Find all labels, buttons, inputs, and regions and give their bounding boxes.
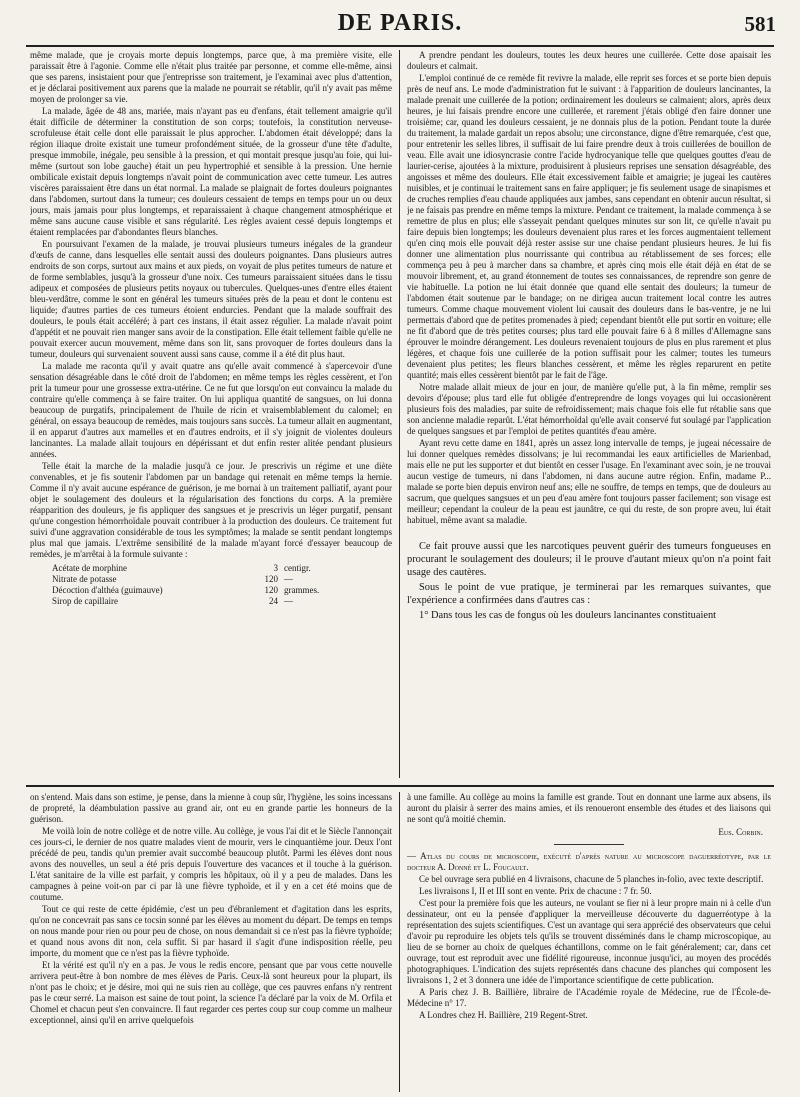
page-header [0, 0, 800, 48]
paragraph: En poursuivant l'examen de la malade, je trouvai plusieurs tumeurs inégales de la grandeur d'œufs de canne, dans lesquelles elle sentait aussi des douleurs poignantes. Dans plusieurs autres endroits de son corps, surtout aux mains et aux pieds, on voyait de plus petites tumeurs de nature et de forme semblables, jusqu'à la grosseur d'une noix. Ces tumeurs paraissaient situées dans le tissu adipeux et composées de plusieurs petits noyaux ou tubercules. Quelques-unes d'entre elles étaient bleu-verdâtre, comme le sont en général les tumeurs situées près de la peau et dont le contenu est liquide; d'autres parties de ces tumeurs étoient endurcies. Pendant que la malade souffrait des douleurs, le pouls était accéléré; à part ces instans, il était assez régulier. La malade n'avait point d'appétit et ne pouvait rien manger sans avoir de la constipation. Elle était tellement faible qu'elle ne pouvait exercer aucun mouvement, même dans son lit, sans provoquer de fortes douleurs dans la tumeur, douleurs qui survenaient souvent aussi sans cause, comme il a été dit plus haut. [30, 239, 392, 359]
column-divider [399, 50, 400, 778]
paragraph: Notre malade allait mieux de jour en jour, de manière qu'elle put, à la fin même, remplir ses devoirs d'épouse; plus tard elle fut obligée d'entreprendre de longs voyages qui lui occasionèrent plusieurs fois des maladies, par suite de refroidissement; mais chaque fois elle fut rétablie sans que son ancienne maladie reparût. L'état hémorrhoïdal qu'elle avait conservé fut soulagé par l'application de quelques sangsues et par l'emploi de petites quantités d'eau amère. [407, 382, 771, 436]
bottom-left-column [30, 792, 392, 1092]
paragraph: La malade, âgée de 48 ans, mariée, mais n'ayant pas eu d'enfans, était tellement amaigrie qu'il était difficile de déterminer la constitution de son corps; toutefois, la constitution nerveuse-scrofuleuse était celle dont elle paraissait le plus approcher. L'abdomen était développé; dans la région iliaque droite existait une tumeur profondément située, de la grosseur d'une tête d'adulte, presque immobile, inégale, peu sensible à la pression, et qui montait presque jusqu'au foie, qui lui-même (surtout son lobe gauche) était un peu hypertrophié et sensible à la pression. Une hernie ombilicale existait depuis longtemps n'avait point de communication avec cette tumeur. Les autres viscères paraissaient être dans un état normal. La malade se plaignait de fortes douleurs poignantes dans l'abdomen, surtout dans la tumeur; ces douleurs cessaient de temps en temps pour un ou deux jours, mais jamais pour plus longtemps, et reparaissaient à chaque changement atmosphérique et même sans aucune cause visible et sans régularité. Les règles avaient cessé depuis longtemps et étaient remplacées par d'abondantes fleurs blanches. [30, 106, 392, 237]
paragraph: C'est pour la première fois que les auteurs, ne voulant se fier ni à leur propre main ni à celle d'un dessinateur, ont eu la pensée d'appliquer la merveilleuse découverte du daguerréotype à la représentation des sujets scientifiques. C'est un avantage qui sera apprécié des observateurs que celui d'avoir pu reproduire les objets tels qu'ils se trouvent disséminés dans le champ microscopique, au lieu de se borner au choix de quelques échantillons, comme on le fait généralement; car, dans cet ouvrage, tout est reproduit avec une fidélité rigoureuse, inconnue jusqu'ici, au moyen des procédés photographiques. L'indication des sujets représentés dans chacune des planches qui composent les livraisons 1, 2 et 3 donnera une idée de l'importance scientifique de cette publication. [407, 898, 771, 985]
page-number: 581 [744, 12, 776, 36]
bottom-right-column [407, 792, 771, 1092]
paragraph: Telle était la marche de la maladie jusqu'à ce jour. Je prescrivis un régime et une diète convenables, et je fis soutenir l'abdomen par un bandage qui retenait en même temps la hernie. Comme il n'y avait aucune espérance de guérison, je me bornai à un traitement palliatif, ayant pour objet le soulagement des douleurs et la régularisation des fonctions du corps. A la première réapparition des douleurs, je fis appliquer des sangsues et je prescrivis un léger purgatif, pensant qu'une congestion hémorrhoïdale pouvait contribuer à la production des douleurs. Ce traitement fut suivi d'une aggravation considérable de tous les symptômes; la malade se sentit pendant longtemps plus mal que jamais. L'extrême sensibilité de la malade m'ayant forcé d'essayer beaucoup de remèdes, je m'arrêtai à la formule suivante : [30, 461, 392, 559]
prescription-row: Nitrate de potasse 120 — [52, 574, 293, 584]
separator [554, 844, 624, 845]
right-column [407, 50, 771, 778]
paragraph: A Paris chez J. B. Baillière, libraire de l'Académie royale de Médecine, rue de l'École-de-Médecine n° 17. [407, 987, 771, 1008]
paragraph: Sous le point de vue pratique, je terminerai par les remarques suivantes, que l'expérience a confirmées dans d'autres cas : [407, 582, 771, 606]
paragraph: A prendre pendant les douleurs, toutes les deux heures une cuillerée. Cette dose apaisait les douleurs et calmait. [407, 50, 771, 71]
column-divider [399, 792, 400, 1092]
paragraph: Ce bel ouvrage sera publié en 4 livraisons, chacune de 5 planches in-folio, avec texte descriptif. [419, 874, 764, 884]
header-rule [26, 45, 774, 47]
paragraph: 1° Dans tous les cas de fongus où les douleurs lancinantes constituaient [419, 610, 717, 621]
paragraph: A Londres chez H. Baillière, 219 Regent-Stret. [419, 1010, 588, 1020]
prescription-row: Sirop de capillaire 24 — [52, 596, 293, 606]
paragraph: Me voilà loin de notre collège et de notre ville. Au collège, je vous l'ai dit et le Siècle l'annonçait ces jours-ci, le dernier de nos quatre malades vient de mourir, vers le cinquantième jour. Deux l'ont précédé de peu, tandis qu'un premier avait succombé beaucoup plutôt. Parmi les élèves dont nous avons des nouvelles, un seul a été pris depuis l'ouverture des vacances et il touche à la guérison. L'état sanitaire de la ville est parfait, y compris les hôpitaux, où il y a peu de malades. Dans les campagnes à peine voit-on par ci par là une fièvre typhoïde, et il y en a cet été moins que de coutume. [30, 826, 392, 902]
atlas-title: — Atlas du cours de microscopie, exécuté d'après nature au microscope daguerréotype, par le docteur A. Donné et L. Foucault. [407, 851, 771, 872]
paragraph: Ce fait prouve aussi que les narcotiques peuvent guérir des tumeurs fongueuses en procurant le soulagement des douleurs; il le prouve d'autant mieux qu'on n'a point fait usage des cautères. [407, 541, 771, 578]
paragraph: La malade me raconta qu'il y avait quatre ans qu'elle avait commencé à s'apercevoir d'une sensation désagréable dans le côté droit de l'abdomen; en même temps les règles cessèrent, et l'on prit la tumeur pour une grossesse extra-utérine. Ce ne fut que lorsqu'on eut convaincu la malade du contraire qu'elle commença à se faire traiter. On lui appliqua quantité de sangsues, on lui donna beaucoup de purgatifs, principalement de l'huile de ricin et vraisemblablement du calomel; en général, on essaya beaucoup de remèdes, mais toujours sans succès. La tumeur allait en augmentant, il en apparut d'autres aux mamelles et en d'autres endroits, et il s'y joignit de violentes douleurs lancinantes. La malade allait toujours en dépérissant et dut enfin rester alitée pendant plusieurs années. [30, 361, 392, 459]
newspaper-title: DE PARIS. [337, 10, 463, 36]
paragraph: on s'entend. Mais dans son estime, je pense, dans la mienne à coup sûr, l'hygiène, les soins incessans de propreté, la déambulation passive au grand air, ont eu en grande partie les honneurs de la guérison. [30, 792, 392, 824]
paragraph: Et la vérité est qu'il n'y en a pas. Je vous le redis encore, pensant que par vous cette nouvelle arrivera peut-être à bon nombre de mes élèves de Paris. Ceux-là sont heureux pour la plupart, ils n'ont pas le choix; et je désire, moi qui ne suis rien au collège, que ces pauvres enfans n'y rentrent pas le cœur serré. La maison est saine de tout point, la science l'a déclaré par la voix de M. Orfila et Chomel et chacun peut s'en convaincre. Il faut regarder ces pertes coup sur coup comme un malheur exceptionnel, ainsi qu'il en arrive quelquefois [30, 960, 392, 1025]
paragraph: à une famille. Au collège au moins la famille est grande. Tout en donnant une larme aux absens, ils auront du plaisir à serrer des mains amies, et ils renoueront ensemble des études et des liaisons qui ne sont qu'à moitié chemin. [407, 792, 771, 824]
paragraph: Ayant revu cette dame en 1841, après un assez long intervalle de temps, je jugeai nécessaire de lui donner quelques remèdes dissolvans; je lui recommandai les eaux artificielles de Marienbad, mais elle ne put les supporter et dut bientôt en cesser l'usage. En l'examinant avec soin, je ne trouvai aucun vestige de tumeurs, ni dans l'abdomen, ni dans aucune autre région. Enfin, madame P... malade se porte bien depuis environ neuf ans; elle ne souffre, de temps en temps, que de douleurs au sacrum, que quelques sangsues et un peu d'eau amère font toujours passer facilement; son visage est meilleur; cependant la couleur de la peau est jaunâtre, ce qui du reste, de son propre aveu, lui était habituel, même avant sa maladie. [407, 438, 771, 525]
left-column [30, 50, 392, 778]
prescription [52, 563, 392, 607]
paragraph: Les livraisons I, II et III sont en vente. Prix de chacune : 7 fr. 50. [419, 886, 652, 896]
section-rule [26, 785, 774, 787]
paragraph: même malade, que je croyais morte depuis longtemps, parce que, à ma première visite, elle paraissait être à l'agonie. Comme elle n'était plus traitée par personne, et comme elle-même, ainsi que ses parens, insistaient pour que j'entreprisse son traitement, je l'examinai avec plus d'attention, et je déclarai positivement aux parens que la malade ne pourrait se rétablir, qu'il n'y avait pas même moyen de prolonger sa vie. [30, 50, 392, 104]
paragraph: L'emploi continué de ce remède fit revivre la malade, elle reprit ses forces et se porte bien depuis près de neuf ans. Le mode d'administration fut le suivant : à l'apparition de douleurs lancinantes, la malade prenait une cuillerée de la potion; ordinairement les douleurs se calmaient; alors, après deux heures, je lui faisais prendre encore une cuillerée, et rarement j'étais obligé d'en faire donner une troisième; car, quand les douleurs cessaient, je ne donnais plus de la potion. Pendant toute la durée du traitement, la malade gardait un repos absolu; une circonstance, digne d'être remarquée, c'est que, pour entretenir les selles libres, il suffisait de lui faire prendre deux à trois cuillerées de bouillon de veau. Elle avait une idiosyncrasie contre l'acide hydrocyanique telle que quelques gouttes d'eau de laurier-cerise, ajoutées à la mixture, produisirent à plusieurs reprises une sensation désagréable, des angoisses et même des douleurs. Elle était excessivement faible et amaigrie; je jugeai les cautères nuisibles, et je continuai le traitement sans en faire appliquer; je fis seulement usage de sinapismes et de cruches remplies d'eau chaude appliquées aux jambes, sans cependant en obtenir aucun résultat, si je ne faisais pas prendre en même temps la mixture. Pendant ce traitement, la malade commença à se remettre de plus en plus; elle s'asseyait pendant quelques minutes sur son lit, ce qu'elle n'avait pu faire depuis bien longtemps; les douleurs devenaient plus rares et les forces augmentaient tellement qu'en cinq mois elle pouvait déjà rester assise sur une chaise pendant plusieurs heures. Je lui fis donner une alimentation plus nourrissante qui contribua au rétablissement de ses forces; elle commença peu à peu à marcher dans sa chambre, et après cinq mois elle était déjà en état de se mouvoir librement, et, au grand étonnement de toutes ses connaissances, de reprendre son genre de vie habituelle. La potion ne lui était donnée que quand elle sentait des douleurs; la tumeur de l'abdomen était soutenue par le bandage; on ne dirigea aucun traitement local contre les autres tumeurs. Comme chaque mouvement violent lui causait des douleurs dans le bas-ventre, je ne lui permettais d'abord que de petites promenades à pied; cependant bientôt elle put sortir en voiture; elle ne fit d'abord que de très petites courses; plus tard elle pouvait faire 6 à 8 milles d'Allemagne sans éprouver le moindre dérangement. Les douleurs revenaient toujours de plus en plus rarement et plus légères, et chaque fois une cuillerée de la potion suffisait pour les calmer; toutes les tumeurs devenaient plus petites; les fleurs blanches cessèrent, et même les règles reparurent en petite quantité; mais elles cessèrent bientôt par le fait de l'âge. [407, 73, 771, 380]
prescription-row: Acétate de morphine 3 centigr. [52, 563, 311, 573]
prescription-row: Décoction d'althéa (guimauve) 120 grammes. [52, 585, 320, 595]
paragraph: Tout ce qui reste de cette épidémie, c'est un peu d'ébranlement et d'agitation dans les esprits, qu'on ne concevrait pas sans ce tocsin sonné par les élèves au moment du départ. De temps en temps on nous mande pour rien ou pour peu de chose, on nous demandait si ce n'est pas la fièvre typhoïde; et quand nous avons dit non, cela suffit. Si par hasard il s'agit d'une indisposition réelle, peu importe, du moment que ce n'est pas la fièvre typhoïde. [30, 904, 392, 958]
author-signature: Eus. Corbin. [718, 827, 763, 837]
